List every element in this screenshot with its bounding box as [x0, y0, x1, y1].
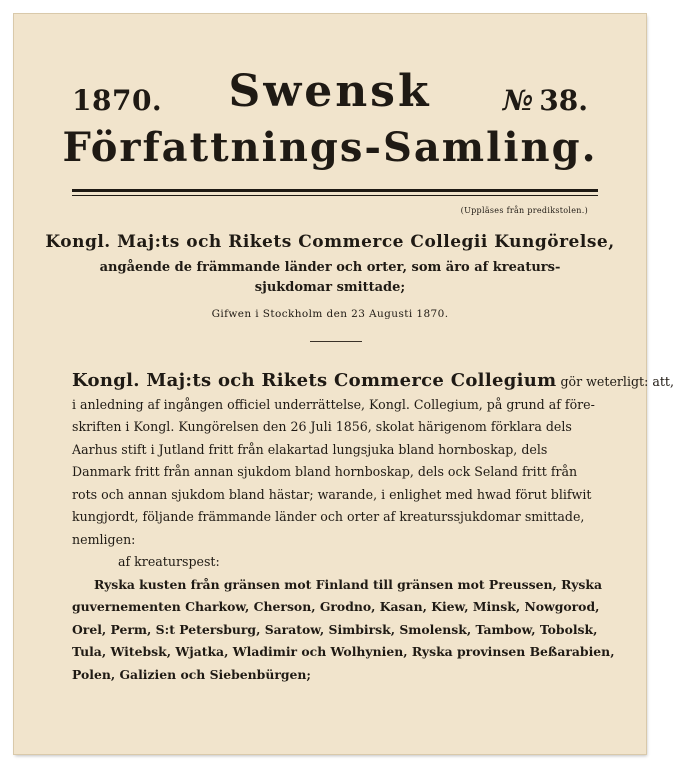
body-line-1: Kongl. Maj:ts och Rikets Commerce Collegium gör weterligt: att, [72, 370, 674, 391]
body-text [72, 370, 674, 686]
reading-note: (Uppläses från predikstolen.) [460, 206, 588, 215]
body-line-7: kungjordt, följande främmande länder och orter af kreaturssjukdomar smittade, [72, 509, 585, 524]
list-line-1: Ryska kusten från gränsen mot Finland till gränsen mot Preussen, Ryska [94, 576, 603, 592]
body-line-2: i anledning af ingången officiel underrättelse, Kongl. Collegium, på grund af före- [72, 396, 595, 412]
body-line-5: Danmark fritt från annan sjukdom bland hornboskap, dels ock Seland fritt från [72, 464, 578, 479]
announcement-subtitle-line2: sjukdomar smittade; [254, 280, 406, 295]
list-line-2: guvernementen Charkow, Cherson, Grodno, Kasan, Kiew, Minsk, Nowgorod, [72, 599, 600, 614]
body-line-8: nemligen: [72, 531, 136, 547]
number-symbol: № [502, 84, 534, 117]
list-line-5: Polen, Galizien och Siebenbürgen; [72, 666, 312, 682]
header-rule-thick [72, 189, 598, 192]
given-date-line: Gifwen i Stockholm den 23 Augusti 1870. [211, 308, 449, 320]
section-divider [310, 341, 362, 342]
list-line-3: Orel, Perm, S:t Petersburg, Saratow, Simbirsk, Smolensk, Tambow, Tobolsk, [72, 621, 598, 637]
body-line-4: Aarhus stift i Jutland fritt från elakartad lungsjuka bland hornboskap, dels [72, 441, 548, 457]
header-rule-thin [72, 195, 598, 196]
header-year: 1870. [72, 84, 163, 117]
announcement-title: Kongl. Maj:ts och Rikets Commerce Collegii Kungörelse, [45, 232, 615, 252]
body-line-6: rots och annan sjukdom bland hästar; warande, i enlighet med hwad förut blifwit [72, 486, 592, 502]
header-number [503, 84, 588, 117]
document-page [14, 14, 674, 754]
number-value: 38. [539, 84, 588, 117]
header-title-line1: Swensk [228, 66, 432, 117]
body-lead: Kongl. Maj:ts och Rikets Commerce Collegium [72, 370, 557, 391]
body-line-3: skriften i Kongl. Kungörelsen den 26 Juli 1856, skolat härigenom förklara dels [72, 419, 572, 434]
announcement-subtitle-line1: angående de främmande länder och orter, som äro af kreaturs- [99, 260, 561, 275]
header-title-line2: Författnings-Samling. [62, 124, 598, 171]
section-label: af kreaturspest: [118, 554, 220, 569]
list-line-4: Tula, Witebsk, Wjatka, Wladimir och Wolhynien, Ryska provinsen Beßarabien, [72, 644, 615, 659]
